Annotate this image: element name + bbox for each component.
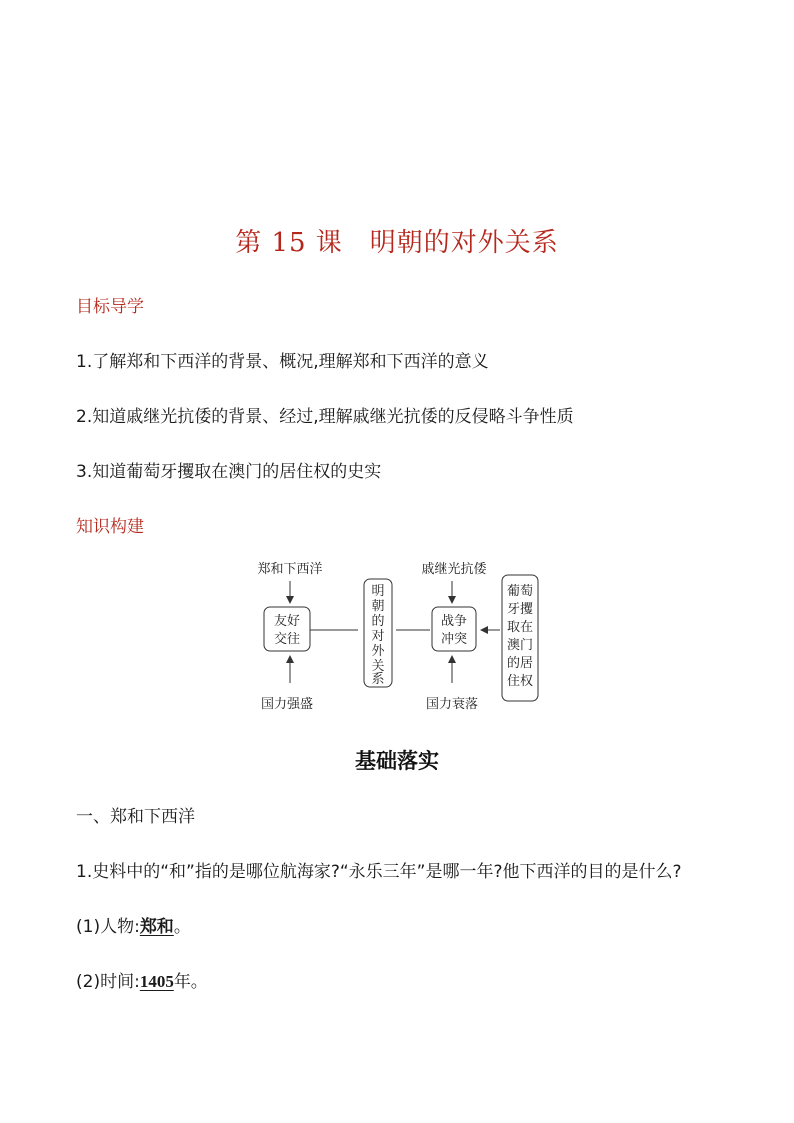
center-char: 对 bbox=[371, 629, 385, 644]
answer-person-label: (1)人物: bbox=[76, 917, 140, 937]
label-qijiguang: 戚继光抗倭 bbox=[421, 562, 487, 577]
box-friendly-line2: 交往 bbox=[273, 632, 301, 647]
portugal-line: 澳门 bbox=[506, 638, 534, 653]
box-conflict-line2: 冲突 bbox=[440, 632, 468, 647]
portugal-line: 葡萄 bbox=[506, 584, 534, 599]
portugal-line: 取在 bbox=[506, 620, 534, 635]
answer-time bbox=[76, 967, 208, 992]
label-strong: 国力强盛 bbox=[260, 697, 314, 712]
portugal-line: 住权 bbox=[506, 674, 534, 689]
box-conflict-line1: 战争 bbox=[440, 614, 468, 629]
box-friendly-line1: 友好 bbox=[273, 614, 301, 629]
goals-heading: 目标导学 bbox=[76, 297, 144, 317]
basics-heading: 基础落实 bbox=[355, 749, 439, 773]
page-title: 第 15 课 明朝的对外关系 bbox=[235, 228, 559, 258]
center-char: 朝 bbox=[371, 599, 385, 614]
answer-time-label: (2)时间: bbox=[76, 972, 140, 992]
center-char: 的 bbox=[371, 614, 385, 629]
knowledge-heading: 知识构建 bbox=[76, 517, 144, 537]
portugal-line: 牙攫 bbox=[506, 602, 534, 617]
answer-person bbox=[76, 912, 191, 937]
goal-item-2: 2.知道戚继光抗倭的背景、经过,理解戚继光抗倭的反侵略斗争性质 bbox=[76, 407, 574, 427]
portugal-line: 的居 bbox=[506, 656, 534, 671]
label-zhenghe: 郑和下西洋 bbox=[257, 562, 323, 577]
answer-person-end: 。 bbox=[173, 917, 191, 937]
answer-time-value: 1405 bbox=[139, 972, 174, 991]
question-1: 1.史料中的“和”指的是哪位航海家?“永乐三年”是哪一年?他下西洋的目的是什么? bbox=[76, 862, 682, 882]
label-decline: 国力衰落 bbox=[425, 697, 479, 712]
center-char: 系 bbox=[371, 672, 385, 687]
center-char: 外 bbox=[371, 644, 385, 659]
center-char: 关 bbox=[371, 659, 385, 674]
center-char: 明 bbox=[371, 584, 385, 599]
section-zhenghe: 一、郑和下西洋 bbox=[76, 807, 195, 827]
goal-item-1: 1.了解郑和下西洋的背景、概况,理解郑和下西洋的意义 bbox=[76, 352, 489, 372]
answer-time-end: 年。 bbox=[173, 972, 208, 992]
knowledge-structure-diagram bbox=[240, 555, 550, 715]
answer-person-value: 郑和 bbox=[139, 917, 174, 937]
goal-item-3: 3.知道葡萄牙攫取在澳门的居住权的史实 bbox=[76, 462, 382, 482]
